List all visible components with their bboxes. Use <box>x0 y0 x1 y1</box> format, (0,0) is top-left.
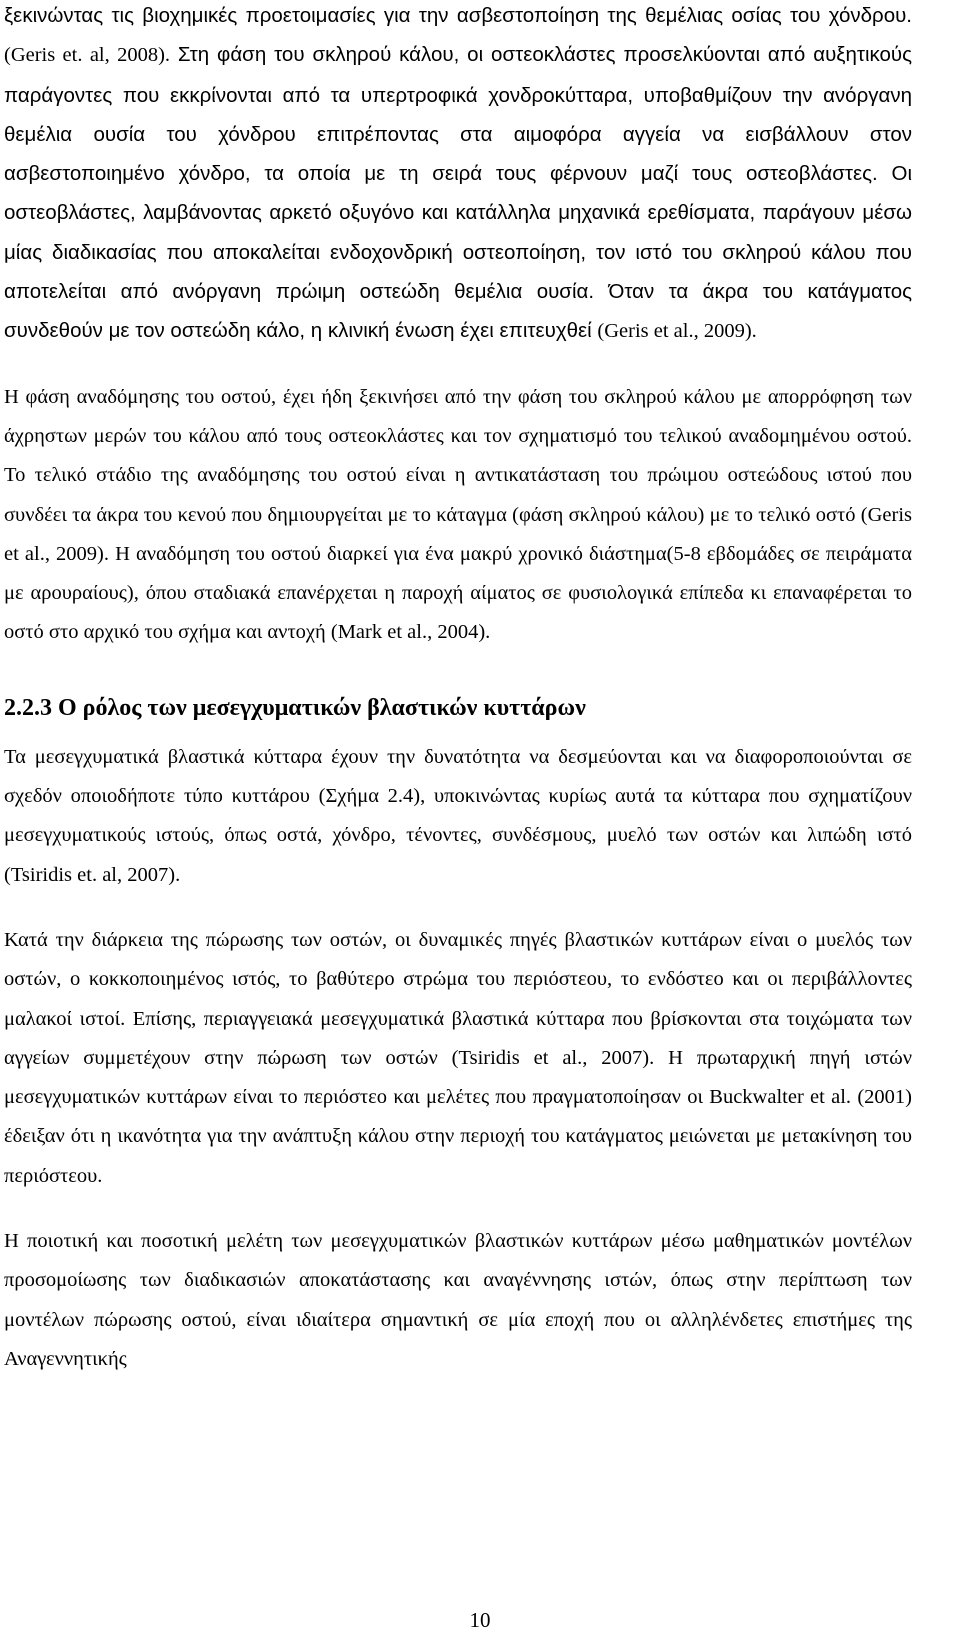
citation-geris-2009: (Geris et al., 2009). <box>597 320 757 343</box>
paragraph-mathematical-models: Η ποιοτική και ποσοτική μελέτη των μεσεγχυματικών βλαστικών κυττάρων μέσω μαθηματικών μοντέλων προσομοίωσης των διαδικασιών αποκατάστασης και αναγέννησης ιστών, όπως στην περίπτωση των μοντέλων πώρωσης οστού, είναι ιδιαίτερα σημαντική σε μία εποχή που οι αλληλένδετες επιστήμες της Αναγεννητικής <box>4 1230 912 1370</box>
paragraph-text: ξεκινώντας τις βιοχημικές προετοιμασίες για την ασβεστοποίηση της θεμέλιας οσίας του χόνδρου. <box>4 4 912 27</box>
page-content <box>4 0 912 1379</box>
citation-geris-2008: (Geris et. al, 2008). <box>4 44 171 67</box>
page-number: 10 <box>469 1608 491 1632</box>
paragraph-bone-remodeling: Η φάση αναδόμησης του οστού, έχει ήδη ξεκινήσει από την φάση του σκληρού κάλου με απορρόφηση των άχρηστων μερών του κάλου από τους οστεοκλάστες και τον σχηματισμό του τελικού αναδομημένου οστού. Το τελικό στάδιο της αναδόμησης του οστού είναι η αντικατάσταση του πρώιμου οστεώδους ιστού που συνδέει τα άκρα του κενού που δημιουργείται με το κάταγμα (φάση σκληρού κάλου) με το τελικό οστό (Geris et al., 2009). Η αναδόμηση του οστού διαρκεί για ένα μακρύ χρονικό διάστημα(5-8 εβδομάδες σε πειράματα με αρουραίους), όπου σταδιακά επανέρχεται η παροχή αίματος σε φυσιολογικά επίπεδα κι επαναφέρεται το οστό στο αρχικό του σχήμα και αντοχή (Mark et al., 2004). <box>4 385 912 644</box>
paragraph-text-continued: Στη φάση του σκληρού κάλου, οι οστεοκλάστες προσελκύονται από αυξητικούς παράγοντες που εκκρίνονται από τα υπερτροφικά χονδροκύτταρα, υποβαθμίζουν την ανόργανη θεμέλια ουσία του χόνδρου επιτρέποντας στα αιμοφόρα αγγεία να εισβάλλουν στον ασβεστοποιημένο χόνδρο, τα οποία με τη σειρά τους φέρνουν μαζί τους οστεοβλάστες. Οι οστεοβλάστες, λαμβάνοντας αρκετό οξυγόνο και κατάλληλα μηχανικά ερεθίσματα, παράγουν μέσω μίας διαδικασίας που αποκαλείται ενδοχονδρική οστεοποίηση, τον ιστό του σκληρού κάλου που αποτελείται από ανόργανη πρώιμη οστεώδη θεμέλια ουσία. Όταν τα άκρα του κατάγματος συνδεθούν με τον οστεώδη κάλο, η κλινική ένωση έχει επιτευχθεί <box>4 43 913 343</box>
paragraph-msc-differentiation: Τα μεσεγχυματικά βλαστικά κύτταρα έχουν την δυνατότητα να δεσμεύονται και να διαφοροποιούνται σε σχεδόν οποιοδήποτε τύπο κυττάρου (Σχήμα 2.4), υποκινώντας κυρίως αυτά τα κύτταρα που σχηματίζουν μεσεγχυματικούς ιστούς, όπως οστά, χόνδρο, τένοντες, συνδέσμους, μυελό των οστών και λιπώδη ιστό (Tsiridis et. al, 2007). <box>4 745 912 886</box>
paragraph-stem-cell-sources: Κατά την διάρκεια της πώρωσης των οστών, οι δυναμικές πηγές βλαστικών κυττάρων είναι ο μυελός των οστών, ο κοκκοποιημένος ιστός, το βαθύτερο στρώμα του περιόστεου, το ενδόστεο και οι περιβάλλοντες μαλακοί ιστοί. Επίσης, περιαγγειακά μεσεγχυματικά βλαστικά κύτταρα που βρίσκονται στα τοιχώματα των αγγείων συμμετέχουν στην πώρωση των οστών (Tsiridis et al., 2007). Η πρωταρχική πηγή ιστών μεσεγχυματικών κυττάρων είναι το περιόστεο και μελέτες που πραγματοποίησαν οι Buckwalter et al. (2001) έδειξαν ότι η ικανότητα για την ανάπτυξη κάλου στην περιοχή του κατάγματος μειώνεται με μετακίνηση του περιόστεου. <box>4 928 912 1187</box>
section-heading: 2.2.3 Ο ρόλος των μεσεγχυματικών βλαστικών κυττάρων <box>4 694 586 721</box>
paragraph-fracture-hard-callus <box>4 0 912 352</box>
